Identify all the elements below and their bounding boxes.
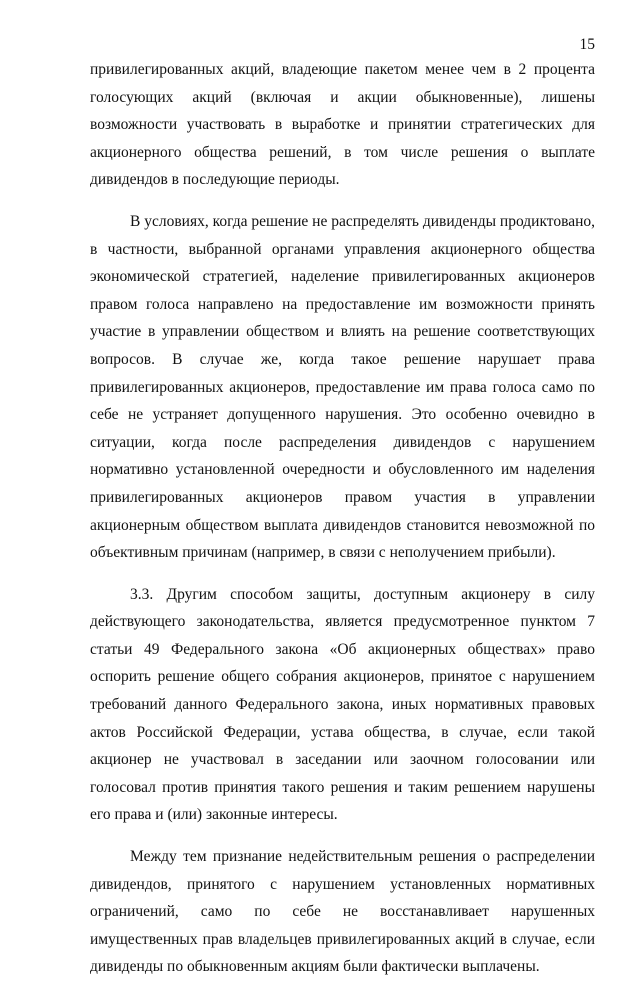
paragraph-continuation: привилегированных акций, владеющие пакетом менее чем в 2 процента голосующих акций (включая и акции обыкновенные), лишены возможности участвовать в выработке и принятии стратегических для акционерного общества решений, в том числе решения о выплате дивидендов в последующие периоды. [90,61,595,189]
paragraph-invalidation: Между тем признание недействительным решения о распределении дивидендов, принятого с нарушением установленных нормативных ограничений, само по себе не восстанавливает нарушенных имущественных прав владельцев привилегированных акций в случае, если дивиденды по обыкновенным акциям были фактически выплачены. [90,848,595,976]
page-number: 15 [579,36,595,53]
paragraph-section-3-3: 3.3. Другим способом защиты, доступным акционеру в силу действующего законодательства, является предусмотренное пунктом 7 статьи 49 Федерального закона «Об акционерных обществах» право оспорить решение общего собрания акционеров, принятое с нарушением требований данного Федерального закона, иных нормативных правовых актов Российской Федерации, устава общества, в случае, если такой акционер не участвовал в заседании или заочном голосовании или голосовал против принятия такого решения и таким решением нарушены его права и (или) законные интересы. [90,585,595,824]
document-body [90,56,595,981]
paragraph-dividend-strategy: В условиях, когда решение не распределять дивиденды продиктовано, в частности, выбранной органами управления акционерного общества экономической стратегией, наделение привилегированных акционеров правом голоса направлено на предоставление им возможности принять участие в управлении обществом и влиять на решение соответствующих вопросов. В случае же, когда такое решение нарушает права привилегированных акционеров, предоставление им права голоса само по себе не устраняет допущенного нарушения. Это особенно очевидно в ситуации, когда после распределения дивидендов с нарушением нормативно установленной очередности и обусловленного им наделения привилегированных акционеров правом участия в управлении акционерным обществом выплата дивидендов становится невозможной по объективным причинам (например, в связи с неполучением прибыли). [90,212,595,562]
